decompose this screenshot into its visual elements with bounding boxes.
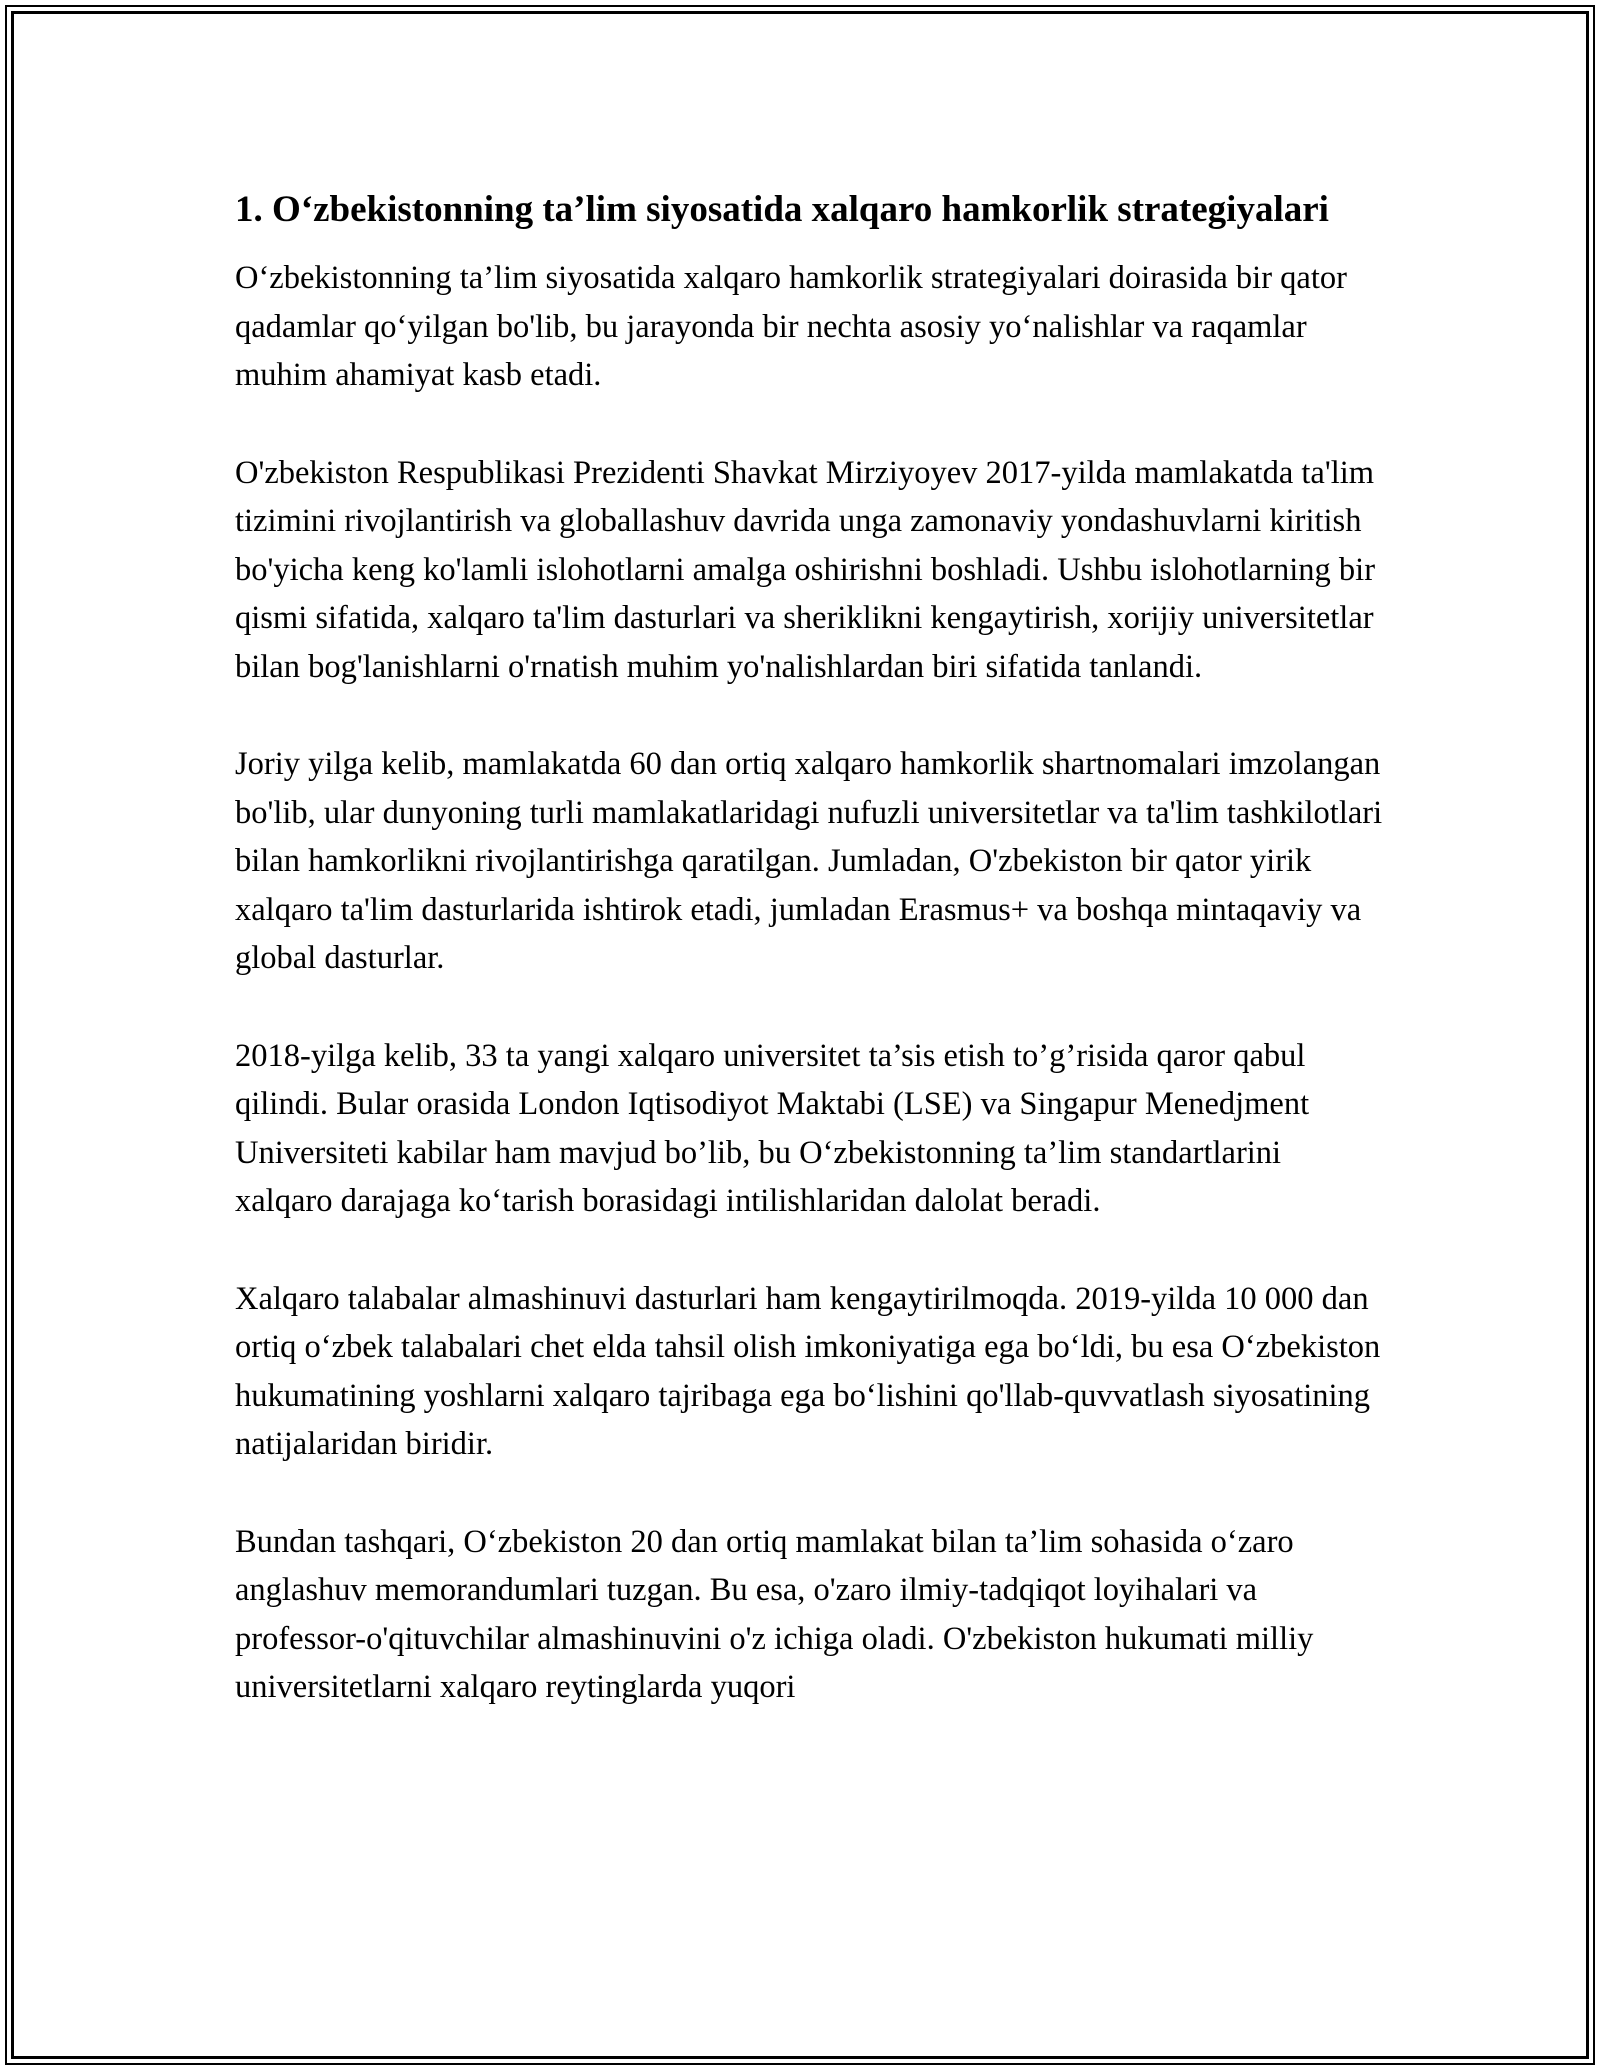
- paragraph-exchange: Xalqaro talabalar almashinuvi dasturlari ham kengaytirilmoqda. 2019-yilda 10 000 dan ortiq o‘zbek talabalari chet elda tahsil olish imkoniyatiga ega bo‘ldi, bu esa O‘zbekiston hukumatining yoshlarni xalqaro tajribaga ega bo‘lishini qo'llab-quvvatlash siyosatining natijalaridan biridir.: [235, 1280, 1381, 1462]
- paragraph-reforms: O'zbekiston Respublikasi Prezidenti Shavkat Mirziyoyev 2017-yilda mamlakatda ta'lim tizimini rivojlantirish va globallashuv davrida unga zamonaviy yondashuvlarni kiritish bo'yicha keng ko'lamli islohotlarni amalga oshirishni boshladi. Ushbu islohotlarning bir qismi sifatida, xalqaro ta'lim dasturlari va sheriklikni kengaytirish, xorijiy universitetlar bilan bog'lanishlarni o'rnatish muhim yo'nalishlardan biri sifatida tanlandi.: [235, 454, 1376, 685]
- paragraph-agreements: Joriy yilga kelib, mamlakatda 60 dan ortiq xalqaro hamkorlik shartnomalari imzolangan bo'lib, ular dunyoning turli mamlakatlaridagi nufuzli universitetlar va ta'lim tashkilotlari bilan hamkorlikni rivojlantirishga qaratilgan. Jumladan, O'zbekiston bir qator yirik xalqaro ta'lim dasturlarida ishtirok etadi, jumladan Erasmus+ va boshqa mintaqaviy va global dasturlar.: [235, 746, 1383, 976]
- document-body: [235, 186, 1385, 1712]
- section-heading: 1. O‘zbekistonning ta’lim siyosatida xalqaro hamkorlik strategiyalari: [235, 189, 1329, 230]
- paragraph-universities: 2018-yilga kelib, 33 ta yangi xalqaro universitet ta’sis etish to’g’risida qaror qabul qilindi. Bular orasida London Iqtisodiyot Maktabi (LSE) va Singapur Menedjment Universiteti kabilar ham mavjud bo’lib, bu O‘zbekistonning ta’lim standartlarini xalqaro darajaga ko‘tarish borasidagi intilishlaridan dalolat beradi.: [235, 1037, 1310, 1219]
- paragraph-intro: O‘zbekistonning ta’lim siyosatida xalqaro hamkorlik strategiyalari doirasida bir qator qadamlar qo‘yilgan bo'lib, bu jarayonda bir nechta asosiy yo‘nalishlar va raqamlar muhim ahamiyat kasb etadi.: [235, 260, 1347, 393]
- paragraph-memorandums: Bundan tashqari, O‘zbekiston 20 dan ortiq mamlakat bilan ta’lim sohasida o‘zaro anglashuv memorandumlari tuzgan. Bu esa, o'zaro ilmiy-tadqiqot loyihalari va professor-o'qituvchilar almashinuvini o'z ichiga oladi. O'zbekiston hukumati milliy universitetlarni xalqaro reytinglarda yuqori: [235, 1523, 1314, 1705]
